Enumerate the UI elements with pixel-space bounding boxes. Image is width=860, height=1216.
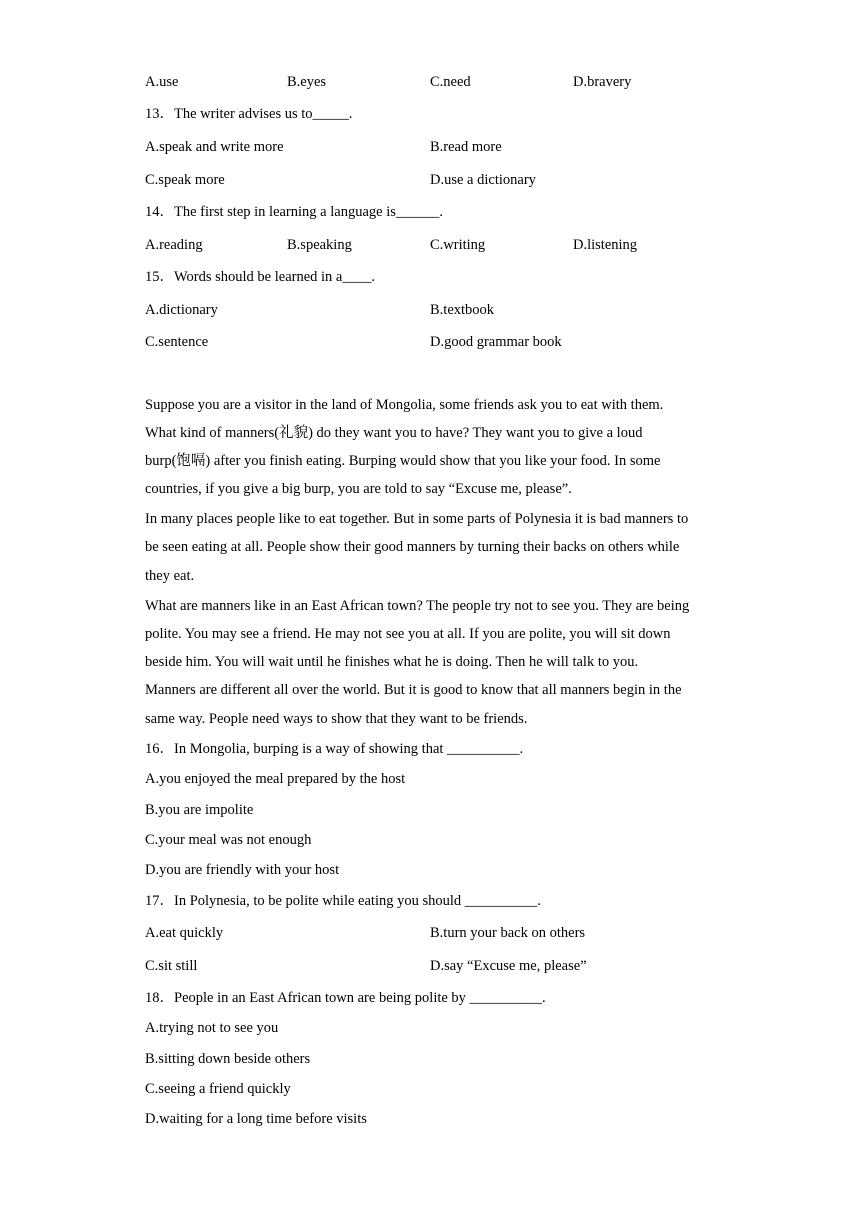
passage-line: What are manners like in an East African town? The people try not to see you. They are being	[145, 598, 690, 614]
q16-option-b: B.you are impolite	[145, 802, 254, 818]
passage-line: Suppose you are a visitor in the land of Mongolia, some friends ask you to eat with them.	[145, 397, 664, 413]
passage-line: be seen eating at all. People show their good manners by turning their backs on others while	[145, 539, 680, 555]
passage-line: countries, if you give a big burp, you are told to say “Excuse me, please”.	[145, 481, 572, 497]
passage-line: beside him. You will wait until he finishes what he is doing. Then he will talk to you.	[145, 654, 639, 670]
q18-option-b: B.sitting down beside others	[145, 1051, 311, 1067]
q13-option-d: D.use a dictionary	[430, 172, 536, 188]
passage-line: they eat.	[145, 568, 195, 584]
q16-option-a: A.you enjoyed the meal prepared by the host	[145, 771, 406, 787]
q14-option-a: A.reading	[145, 237, 203, 253]
passage-line: burp(饱嗝) after you finish eating. Burping would show that you like your food. In some	[145, 453, 661, 469]
q14-option-c: C.writing	[430, 237, 486, 253]
q17-option-b: B.turn your back on others	[430, 925, 586, 941]
q14-option-d: D.listening	[573, 237, 638, 253]
passage-line: same way. People need ways to show that they want to be friends.	[145, 711, 528, 727]
q14-stem: 14．The first step in learning a language is______.	[145, 204, 443, 220]
q18-option-c: C.seeing a friend quickly	[145, 1081, 291, 1097]
q18-option-a: A.trying not to see you	[145, 1020, 279, 1036]
q12-option-c: C.need	[430, 74, 471, 90]
passage-line: What kind of manners(礼貌) do they want you to have? They want you to give a loud	[145, 425, 643, 441]
q12-option-a: A.use	[145, 74, 179, 90]
q16-option-c: C.your meal was not enough	[145, 832, 312, 848]
q17-option-a: A.eat quickly	[145, 925, 224, 941]
q12-option-d: D.bravery	[573, 74, 632, 90]
passage-line: In many places people like to eat together. But in some parts of Polynesia it is bad manners to	[145, 511, 689, 527]
q15-option-b: B.textbook	[430, 302, 495, 318]
q13-option-b: B.read more	[430, 139, 502, 155]
q12-option-b: B.eyes	[287, 74, 327, 90]
passage-line: Manners are different all over the world. But it is good to know that all manners begin in the	[145, 682, 682, 698]
q16-stem: 16．In Mongolia, burping is a way of showing that __________.	[145, 741, 524, 757]
q14-option-b: B.speaking	[287, 237, 352, 253]
q15-option-c: C.sentence	[145, 334, 209, 350]
q17-option-d: D.say “Excuse me, please”	[430, 958, 587, 974]
q13-stem: 13．The writer advises us to_____.	[145, 106, 353, 122]
q15-option-d: D.good grammar book	[430, 334, 562, 350]
q16-option-d: D.you are friendly with your host	[145, 862, 340, 878]
q13-option-a: A.speak and write more	[145, 139, 284, 155]
q17-option-c: C.sit still	[145, 958, 198, 974]
q18-option-d: D.waiting for a long time before visits	[145, 1111, 367, 1127]
q15-stem: 15．Words should be learned in a____.	[145, 269, 375, 285]
passage-line: polite. You may see a friend. He may not see you at all. If you are polite, you will sit down	[145, 626, 671, 642]
q18-stem: 18．People in an East African town are being polite by __________.	[145, 990, 546, 1006]
q17-stem: 17．In Polynesia, to be polite while eating you should __________.	[145, 893, 541, 909]
q15-option-a: A.dictionary	[145, 302, 218, 318]
q13-option-c: C.speak more	[145, 172, 225, 188]
